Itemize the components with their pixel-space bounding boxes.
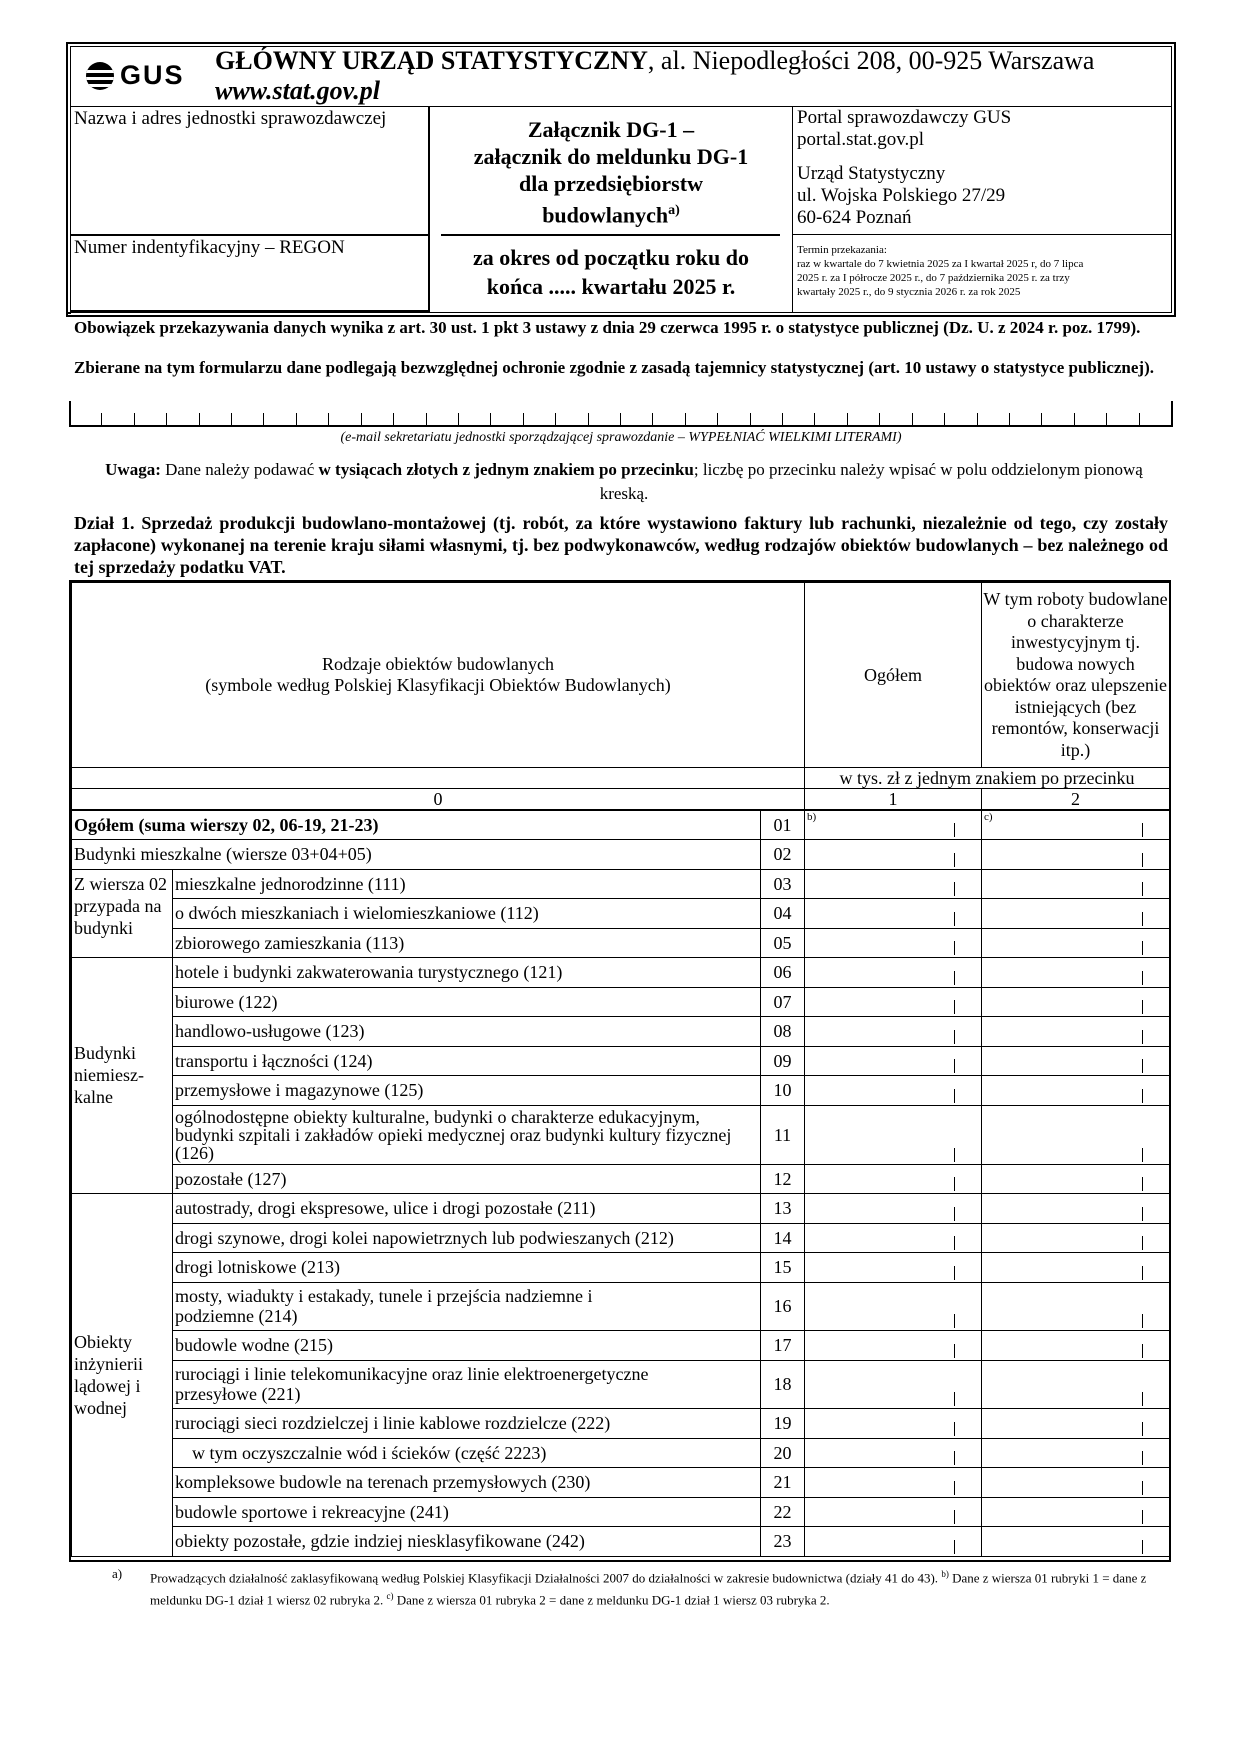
group-label-residential: Z wiersza 02 przypada na budynki <box>72 869 173 957</box>
divider <box>441 234 780 236</box>
table-row: w tym oczyszczalnie wód i ścieków (część 2223) 20 <box>72 1438 1170 1467</box>
email-box-divider <box>555 413 556 427</box>
table-row: pozostałe (127) 12 <box>72 1164 1170 1193</box>
email-box-divider <box>1009 413 1010 427</box>
value-cell[interactable] <box>982 987 1170 1016</box>
value-cell[interactable] <box>805 987 982 1016</box>
table-row: budowle wodne (215) 17 <box>72 1330 1170 1360</box>
value-cell[interactable] <box>805 1526 982 1556</box>
table-row: o dwóch mieszkaniach i wielomieszkaniowe (112) 04 <box>72 898 1170 928</box>
value-cell[interactable] <box>982 1497 1170 1526</box>
value-cell[interactable] <box>982 1526 1170 1556</box>
value-cell[interactable]: c) <box>982 810 1170 839</box>
value-cell[interactable] <box>982 869 1170 898</box>
table-row: obiekty pozostałe, gdzie indziej niesklasyfikowane (242) 23 <box>72 1526 1170 1556</box>
email-box-divider <box>199 413 200 427</box>
email-box-divider <box>1139 413 1140 427</box>
value-cell[interactable] <box>805 957 982 987</box>
value-cell[interactable] <box>982 1075 1170 1105</box>
email-box-divider <box>1171 401 1173 427</box>
table-row: kompleksowe budowle na terenach przemysłowych (230) 21 <box>72 1467 1170 1497</box>
unit-name-label: Nazwa i adres jednostki sprawozdawczej <box>74 108 387 129</box>
divider <box>71 310 429 313</box>
email-box-divider <box>814 413 815 427</box>
logo-text: GUS <box>120 60 185 90</box>
email-box-divider <box>750 413 751 427</box>
divider <box>71 234 429 236</box>
email-box-divider <box>652 413 653 427</box>
value-cell[interactable] <box>982 1438 1170 1467</box>
value-cell[interactable] <box>982 1408 1170 1438</box>
table-row: mosty, wiadukty i estakady, tunele i przejścia nadziemne i podziemne (214) 16 <box>72 1282 1170 1330</box>
value-cell[interactable] <box>982 1046 1170 1075</box>
email-box-divider <box>977 413 978 427</box>
email-box-divider <box>263 413 264 427</box>
statistical-office-address: Urząd Statystyczny ul. Wojska Polskiego 27/29 60-624 Poznań <box>797 163 1006 228</box>
table-row: transportu i łączności (124) 09 <box>72 1046 1170 1075</box>
email-box-divider <box>620 413 621 427</box>
email-box-divider <box>458 413 459 427</box>
table-row: Ogółem (suma wierszy 02, 06-19, 21-23) 01 b) c) <box>72 810 1170 839</box>
footnote-mark: a) <box>112 1566 123 1581</box>
value-cell[interactable] <box>805 1164 982 1193</box>
value-cell[interactable] <box>805 1360 982 1408</box>
email-box-divider <box>328 413 329 427</box>
email-box-divider <box>296 413 297 427</box>
value-cell[interactable] <box>982 1467 1170 1497</box>
section-title: Dział 1. Sprzedaż produkcji budowlano-montażowej (tj. robót, za które wystawiono faktury lub rachunki, niezależnie od tego, czy zostały zapłacone) wykonanej na terenie kraju siłami własnymi, tj. bez podwykonawców, według rodzajów obiektów budowlanych – bez należnego od tej sprzedaży podatku VAT. <box>74 513 1168 577</box>
table-row: rurociągi sieci rozdzielczej i linie kablowe rozdzielcze (222) 19 <box>72 1408 1170 1438</box>
divider <box>793 234 1171 235</box>
submission-deadline: Termin przekazania: raz w kwartale do 7 kwietnia 2025 za I kwartał 2025 r, do 7 lipca 2025 r. za I półrocze 2025 r., do 7 października 2025 r. za trzy kwartały 2025 r., do 9 stycznia 2026 r. za rok 2025 <box>797 244 1084 298</box>
value-cell[interactable] <box>805 1193 982 1223</box>
email-box-divider <box>912 413 913 427</box>
value-cell[interactable] <box>805 1075 982 1105</box>
value-cell[interactable] <box>805 1467 982 1497</box>
portal-link[interactable]: portal.stat.gov.pl <box>797 129 924 150</box>
table-row: biurowe (122) 07 <box>72 987 1170 1016</box>
email-box-divider <box>101 413 102 427</box>
table-row: przemysłowe i magazynowe (125) 10 <box>72 1075 1170 1105</box>
value-cell[interactable] <box>982 1105 1170 1164</box>
value-cell[interactable] <box>805 1252 982 1282</box>
email-input[interactable] <box>69 401 1173 427</box>
value-cell[interactable] <box>982 1193 1170 1223</box>
table-row: handlowo-usługowe (123) 08 <box>72 1016 1170 1046</box>
email-box-divider <box>1106 413 1107 427</box>
table-row: Budynki niemiesz-kalne hotele i budynki zakwaterowania turystycznego (121) 06 <box>72 957 1170 987</box>
confidentiality-note: Zbierane na tym formularzu dane podlegają bezwzględnej ochronie zgodnie z zasadą tajemnicy statystycznej (art. 10 ustawy o statystyce publicznej). <box>74 358 1154 377</box>
value-cell[interactable] <box>982 1252 1170 1282</box>
email-box-divider <box>1074 413 1075 427</box>
value-cell[interactable] <box>805 1046 982 1075</box>
email-box-divider <box>588 413 589 427</box>
value-cell[interactable] <box>982 1016 1170 1046</box>
email-box-divider <box>1041 413 1042 427</box>
value-cell[interactable]: b) <box>805 810 982 839</box>
table-row: Obiekty inżynierii lądowej i wodnej autostrady, drogi ekspresowe, ulice i drogi pozostałe (211) 13 <box>72 1193 1170 1223</box>
email-box-divider <box>490 413 491 427</box>
value-cell[interactable] <box>982 1164 1170 1193</box>
table-row: Budynki mieszkalne (wiersze 03+04+05) 02 <box>72 839 1170 869</box>
col1-header: Ogółem <box>805 583 982 768</box>
institution-title <box>215 46 1094 76</box>
email-box-divider <box>426 413 427 427</box>
col-number-2: 2 <box>982 789 1170 811</box>
email-box-divider <box>523 413 524 427</box>
value-cell[interactable] <box>805 869 982 898</box>
email-box-divider <box>685 413 686 427</box>
divider <box>68 312 71 314</box>
col-number-0: 0 <box>72 789 805 811</box>
value-cell[interactable] <box>982 1282 1170 1330</box>
value-cell[interactable] <box>805 839 982 869</box>
value-cell[interactable] <box>982 1360 1170 1408</box>
email-box-divider <box>879 413 880 427</box>
email-box-divider <box>393 413 394 427</box>
gus-logo-icon <box>86 62 114 90</box>
table-row: rurociągi i linie telekomunikacyjne oraz linie elektroenergetyczne przesyłowe (221) 18 <box>72 1360 1170 1408</box>
email-box-divider <box>361 413 362 427</box>
email-box-divider <box>69 401 71 427</box>
footnote-text: Prowadzących działalność zaklasyfikowaną według Polskiej Klasyfikacji Działalności 2007 do działalności w zakresie budownictwa (działy 41 do 43). $^{b)}$ Dane z wiersza 01 rubryki 1 = dane z meldunku DG-1 dział 1 wiersz 02 rubryka 2. $^{c)}$ Dane z wiersza 01 rubryka 2 = dane z meldunku DG-1 dział 1 wiersz 03 rubryka 2. <box>150 1569 1147 1608</box>
value-cell[interactable] <box>982 957 1170 987</box>
table-row: ogólnodostępne obiekty kulturalne, budynki o charakterze edukacyjnym, budynki szpitali i zakładów opieki medycznej oraz budynki kultury fizycznej (126) 11 <box>72 1105 1170 1164</box>
value-cell[interactable] <box>805 1282 982 1330</box>
table-row: drogi lotniskowe (213) 15 <box>72 1252 1170 1282</box>
form-title: Załącznik DG-1 – załącznik do meldunku DG-1 dla przedsiębiorstw budowlanych$^{a)}$ <box>473 117 749 228</box>
value-cell[interactable] <box>805 1408 982 1438</box>
value-cell[interactable] <box>982 839 1170 869</box>
reporting-period: za okres od początku roku do końca ..... kwartału 2025 r. <box>472 245 750 299</box>
table-row: Z wiersza 02 przypada na budynki mieszkalne jednorodzinne (111) 03 <box>72 869 1170 898</box>
divider <box>792 106 793 312</box>
regon-label: Numer indentyfikacyjny – REGON <box>74 237 345 258</box>
value-cell[interactable] <box>805 1105 982 1164</box>
website-link[interactable]: www.stat.gov.pl <box>215 76 380 105</box>
note: Uwaga: Dane należy podawać w tysiącach złotych z jednym znakiem po przecinku; liczbę po przecinku należy wpisać w polu oddzielonym pionową kreską. <box>105 460 1143 503</box>
email-box-divider <box>782 413 783 427</box>
email-box-divider <box>166 413 167 427</box>
value-cell[interactable] <box>805 1438 982 1467</box>
email-caption: (e-mail sekretariatu jednostki sporządzającej sprawozdanie – WYPEŁNIAĆ WIELKIMI LITERAMI) <box>340 430 902 445</box>
value-cell[interactable] <box>805 1497 982 1526</box>
email-box-divider <box>847 413 848 427</box>
gus-logo <box>86 60 186 94</box>
value-cell[interactable] <box>982 1223 1170 1252</box>
value-cell[interactable] <box>982 898 1170 928</box>
email-box-divider <box>231 413 232 427</box>
value-cell[interactable] <box>805 1016 982 1046</box>
institution-name: GŁÓWNY URZĄD STATYSTYCZNY <box>215 46 648 75</box>
email-box-divider <box>717 413 718 427</box>
unit-label: w tys. zł z jednym znakiem po przecinku <box>805 768 1170 789</box>
col2-header: W tym roboty budowlane o charakterze inwestycyjnym tj. budowa nowych obiektów oraz ulepszenie istniejących (bez remontów, konserwacji itp.) <box>982 583 1170 768</box>
col0-header: Rodzaje obiektów budowlanych (symbole według Polskiej Klasyfikacji Obiektów Budowlanych) <box>72 583 805 768</box>
institution-address: , al. Niepodległości 208, 00-925 Warszawa <box>647 46 1095 75</box>
value-cell[interactable] <box>982 928 1170 957</box>
sales-table <box>71 582 1170 1557</box>
col-number-1: 1 <box>805 789 982 811</box>
table-row: drogi szynowe, drogi kolei napowietrznych lub podwieszanych (212) 14 <box>72 1223 1170 1252</box>
value-cell[interactable] <box>805 928 982 957</box>
table-row: zbiorowego zamieszkania (113) 05 <box>72 928 1170 957</box>
value-cell[interactable] <box>982 1330 1170 1360</box>
group-label-civil-engineering: Obiekty inżynierii lądowej i wodnej <box>72 1193 173 1556</box>
value-cell[interactable] <box>805 1223 982 1252</box>
legal-obligation: Obowiązek przekazywania danych wynika z art. 30 ust. 1 pkt 3 ustawy z dnia 29 czerwca 1995 r. o statystyce publicznej (Dz. U. z 2024 r. poz. 1799). <box>74 318 1141 337</box>
value-cell[interactable] <box>805 898 982 928</box>
divider <box>428 106 430 312</box>
table-row: budowle sportowe i rekreacyjne (241) 22 <box>72 1497 1170 1526</box>
portal-info: Portal sprawozdawczy GUS portal.stat.gov.pl <box>797 107 1012 150</box>
email-box-divider <box>134 413 135 427</box>
value-cell[interactable] <box>805 1330 982 1360</box>
email-box-divider <box>944 413 945 427</box>
group-label-non-residential: Budynki niemiesz-kalne <box>72 957 173 1193</box>
